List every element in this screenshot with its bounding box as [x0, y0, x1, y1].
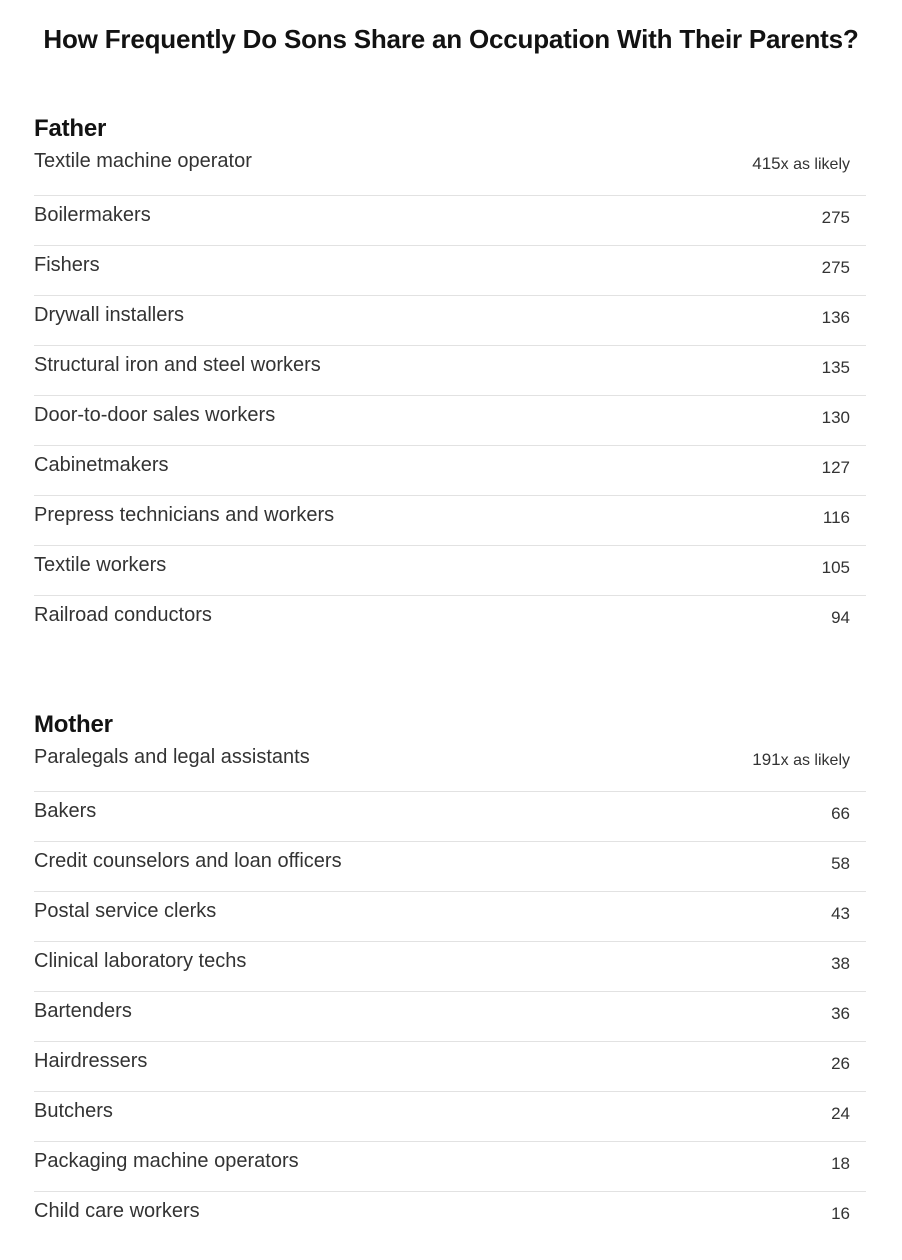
occupation-label: Butchers — [34, 1100, 113, 1122]
table-row — [34, 296, 866, 346]
occupation-label: Postal service clerks — [34, 900, 217, 922]
occupation-label: Drywall installers — [34, 304, 185, 326]
likelihood-value — [831, 904, 850, 924]
table-row — [34, 942, 866, 992]
likelihood-number: 275 — [821, 258, 850, 277]
mother-section — [34, 708, 866, 1242]
occupation-label: Cabinetmakers — [34, 454, 169, 476]
table-row — [34, 196, 866, 246]
likelihood-number: 18 — [831, 1154, 850, 1173]
likelihood-value — [831, 854, 850, 874]
likelihood-number: 136 — [821, 308, 850, 327]
occupation-label: Credit counselors and loan officers — [34, 850, 342, 872]
likelihood-unit: x as likely — [780, 156, 850, 173]
table-row — [34, 892, 866, 942]
likelihood-unit: x as likely — [780, 752, 850, 769]
table-row — [34, 992, 866, 1042]
likelihood-number: 105 — [821, 558, 850, 577]
table-row — [34, 246, 866, 296]
table-row — [34, 1042, 866, 1092]
father-section — [34, 112, 866, 646]
likelihood-value — [822, 558, 850, 578]
likelihood-value — [831, 1204, 850, 1224]
likelihood-value — [831, 1054, 850, 1074]
mother-rows — [34, 742, 866, 1242]
table-row — [34, 792, 866, 842]
occupation-label: Textile machine operator — [34, 150, 252, 172]
table-row — [34, 496, 866, 546]
table-row — [34, 346, 866, 396]
likelihood-value — [822, 408, 850, 428]
likelihood-number: 116 — [822, 508, 850, 527]
occupation-label: Clinical laboratory techs — [34, 950, 247, 972]
occupation-label: Hairdressers — [34, 1050, 148, 1072]
table-row — [34, 596, 866, 646]
table-row — [34, 742, 866, 792]
chart-title: How Frequently Do Sons Share an Occupation With Their Parents? — [43, 24, 859, 54]
likelihood-number: 36 — [831, 1004, 850, 1023]
table-row — [34, 1092, 866, 1142]
likelihood-value — [752, 750, 850, 770]
table-row — [34, 842, 866, 892]
occupation-label: Child care workers — [34, 1200, 200, 1222]
likelihood-number: 127 — [821, 458, 850, 477]
table-row — [34, 1192, 866, 1242]
occupation-label: Textile workers — [34, 554, 167, 576]
likelihood-value — [831, 1104, 850, 1124]
likelihood-value — [822, 358, 850, 378]
likelihood-number: 16 — [831, 1204, 850, 1223]
table-row — [34, 396, 866, 446]
likelihood-value — [752, 154, 850, 174]
likelihood-value — [822, 258, 850, 278]
likelihood-value — [831, 608, 850, 628]
likelihood-value — [823, 508, 850, 528]
likelihood-value — [822, 308, 850, 328]
likelihood-number: 94 — [831, 608, 850, 627]
occupation-label: Fishers — [34, 254, 100, 276]
table-row — [34, 446, 866, 496]
section-heading-mother: Mother — [34, 711, 113, 738]
table-row — [34, 146, 866, 196]
table-row — [34, 1142, 866, 1192]
occupation-label: Packaging machine operators — [34, 1150, 299, 1172]
likelihood-value — [831, 954, 850, 974]
table-row — [34, 546, 866, 596]
likelihood-number: 26 — [831, 1054, 850, 1073]
occupation-label: Railroad conductors — [34, 604, 212, 626]
occupation-label: Bartenders — [34, 1000, 132, 1022]
likelihood-number: 58 — [831, 854, 850, 873]
likelihood-value — [822, 208, 850, 228]
occupation-label: Paralegals and legal assistants — [34, 746, 310, 768]
likelihood-number: 275 — [821, 208, 850, 227]
likelihood-value — [831, 1004, 850, 1024]
likelihood-number: 415 — [752, 154, 781, 173]
likelihood-value — [831, 804, 850, 824]
section-heading-father: Father — [34, 115, 107, 142]
likelihood-number: 191 — [752, 750, 781, 769]
occupation-label: Structural iron and steel workers — [34, 354, 321, 376]
likelihood-number: 135 — [821, 358, 850, 377]
occupation-label: Door-to-door sales workers — [34, 404, 276, 426]
likelihood-number: 24 — [831, 1104, 850, 1123]
likelihood-value — [822, 458, 850, 478]
likelihood-value — [831, 1154, 850, 1174]
occupation-label: Bakers — [34, 800, 97, 822]
occupation-label: Prepress technicians and workers — [34, 504, 335, 526]
father-rows — [34, 146, 866, 646]
likelihood-number: 130 — [821, 408, 850, 427]
likelihood-number: 66 — [831, 804, 850, 823]
occupation-label: Boilermakers — [34, 204, 151, 226]
likelihood-number: 38 — [831, 954, 850, 973]
likelihood-number: 43 — [831, 904, 850, 923]
